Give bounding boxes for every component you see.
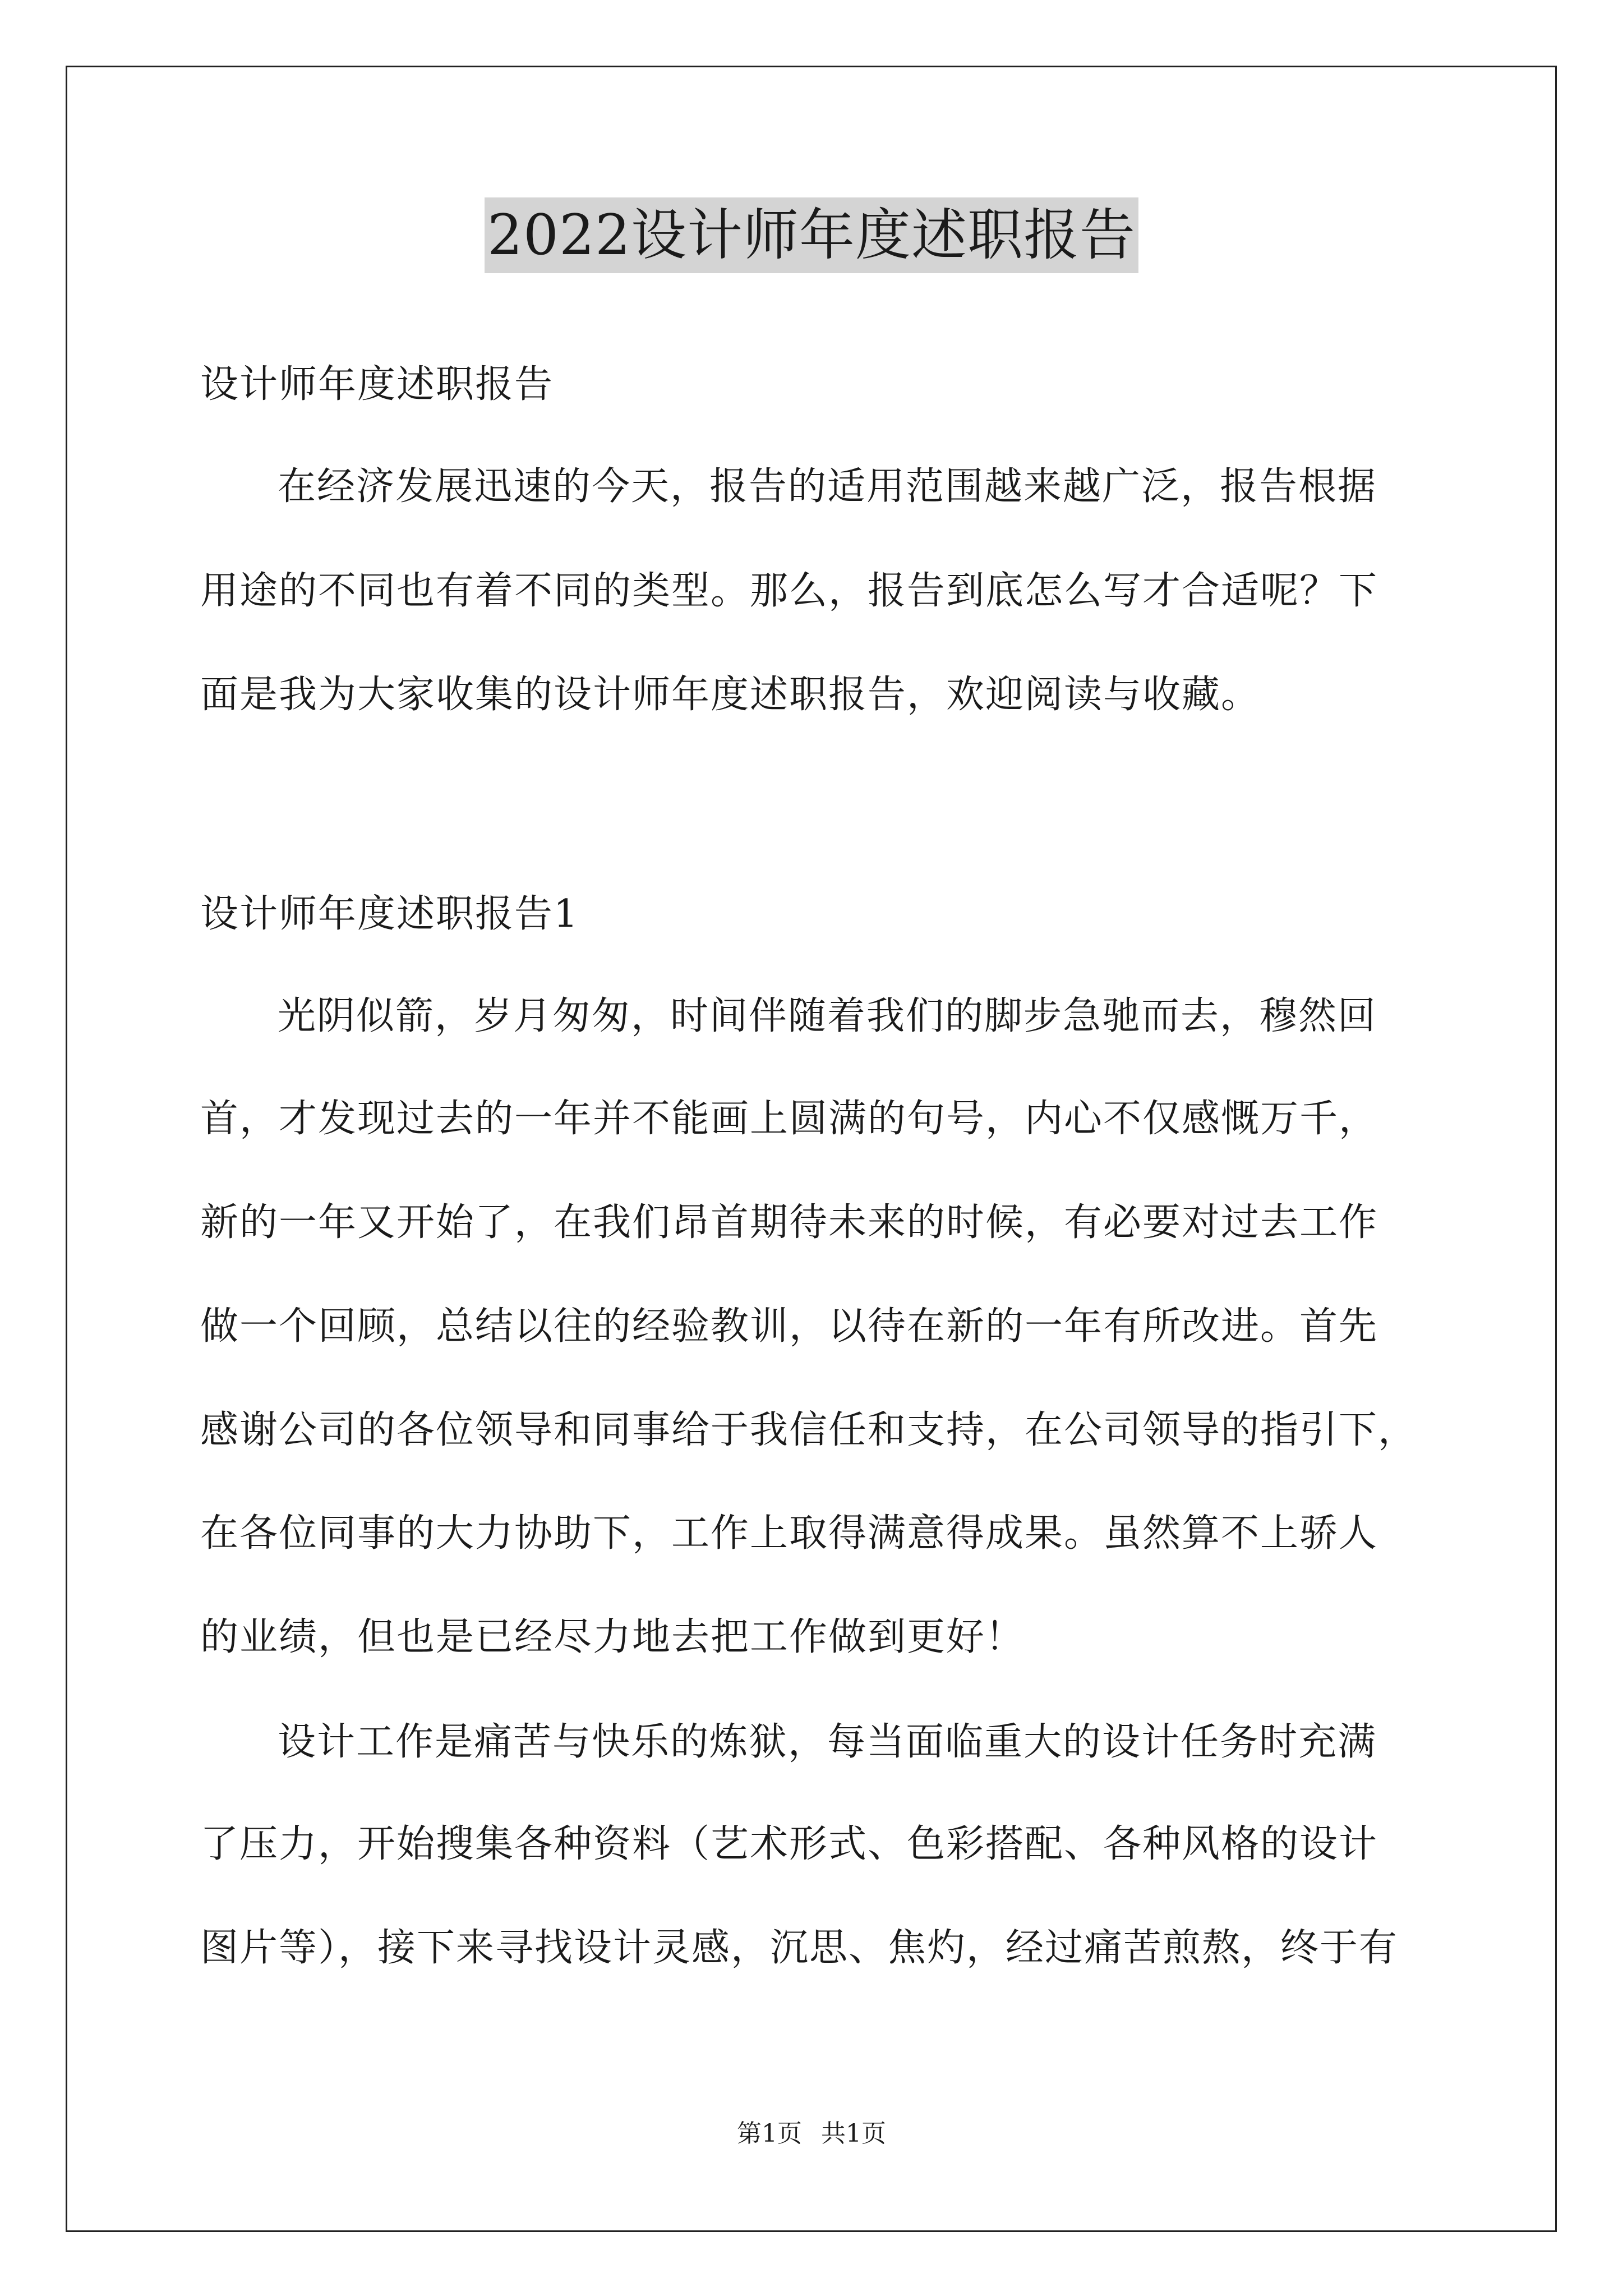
section-heading: 设计师年度述职报告1 (200, 892, 579, 936)
title-container (0, 197, 1623, 273)
document-subtitle: 设计师年度述职报告 (200, 362, 554, 407)
body-paragraph-line: 在各位同事的大力协助下，工作上取得满意得成果。虽然算不上骄人 (200, 1511, 1378, 1556)
intro-paragraph-line: 用途的不同也有着不同的类型。那么，报告到底怎么写才合适呢？下 (200, 569, 1378, 613)
intro-paragraph-line: 面是我为大家收集的设计师年度述职报告，欢迎阅读与收藏。 (200, 673, 1261, 717)
body-paragraph-line: 做一个回顾，总结以往的经验教训，以待在新的一年有所改进。首先 (200, 1304, 1378, 1349)
body-paragraph-line: 光阴似箭，岁月匆匆，时间伴随着我们的脚步急驰而去，穆然回 (278, 994, 1377, 1038)
body-paragraph-line: 首，才发现过去的一年并不能画上圆满的句号，内心不仅感慨万千， (200, 1097, 1378, 1141)
body-paragraph-line: 了压力，开始搜集各种资料（艺术形式、色彩搭配、各种风格的设计 (200, 1822, 1378, 1866)
intro-paragraph-line: 在经济发展迅速的今天，报告的适用范围越来越广泛，报告根据 (278, 464, 1377, 509)
document-title: 2022设计师年度述职报告 (485, 197, 1138, 273)
page-total: 共1页 (821, 2119, 886, 2148)
page-footer (0, 2117, 1623, 2151)
body-paragraph-line: 图片等），接下来寻找设计灵感，沉思、焦灼，经过痛苦煎熬，终于有 (200, 1926, 1399, 1970)
body-paragraph-line: 新的一年又开始了，在我们昂首期待未来的时候，有必要对过去工作 (200, 1200, 1378, 1245)
page-number: 第1页 (737, 2119, 802, 2148)
body-paragraph-line: 设计工作是痛苦与快乐的炼狱，每当面临重大的设计任务时充满 (278, 1720, 1377, 1764)
body-paragraph-line: 的业绩，但也是已经尽力地去把工作做到更好！ (200, 1615, 1025, 1659)
body-paragraph-line: 感谢公司的各位领导和同事给于我信任和支持，在公司领导的指引下， (200, 1408, 1418, 1452)
